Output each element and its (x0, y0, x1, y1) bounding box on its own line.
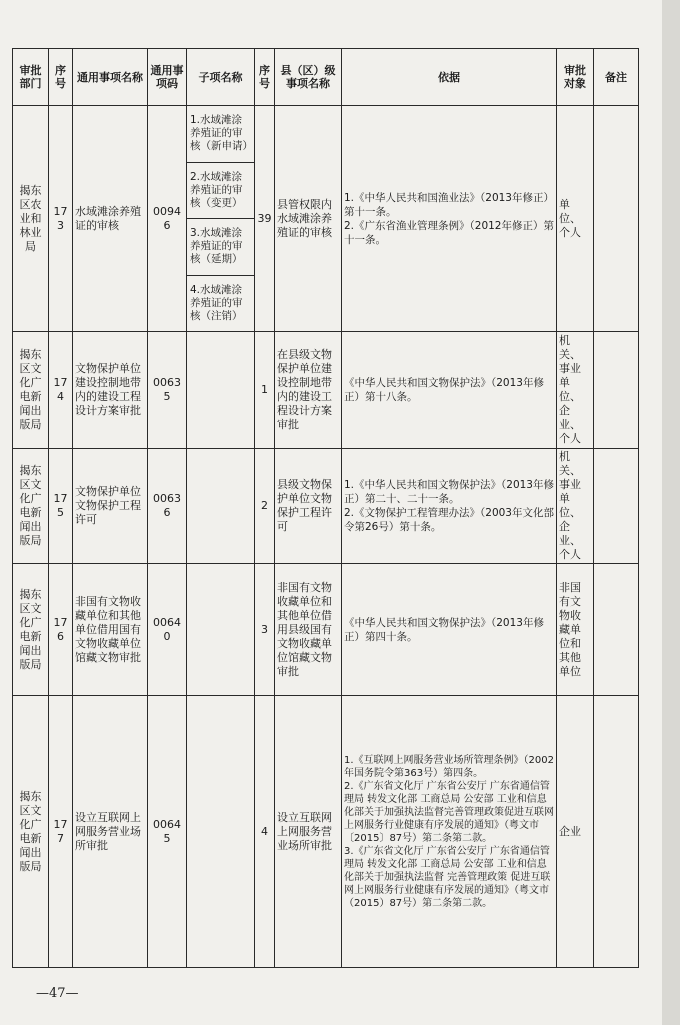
seq-cell: 173 (49, 106, 73, 332)
basis-cell: 《中华人民共和国文物保护法》（2013年修正）第四十条。 (342, 564, 557, 696)
table-row (13, 106, 639, 332)
seq2-cell: 4 (255, 696, 275, 968)
basis-cell: 1.《中华人民共和国渔业法》（2013年修正）第十一条。 2.《广东省渔业管理条例》（2012年修正）第十一条。 (342, 106, 557, 332)
seq2-cell: 3 (255, 564, 275, 696)
approval-items-table (12, 48, 639, 968)
table-row (13, 564, 639, 696)
target-cell: 机关、事业单位、企业、个人 (557, 332, 594, 449)
target-cell: 非国有文物收藏单位和其他单位 (557, 564, 594, 696)
seq-cell: 175 (49, 449, 73, 564)
code-cell: 00946 (148, 106, 187, 332)
basis-cell: 1.《中华人民共和国文物保护法》（2013年修正）第二十、二十一条。 2.《文物保护工程管理办法》（2003年文化部令第26号）第十条。 (342, 449, 557, 564)
header-seq2: 序号 (255, 49, 275, 106)
target-cell: 机关、事业单位、企业、个人 (557, 449, 594, 564)
sub-item-cell (187, 449, 255, 564)
dept-cell: 揭东区文化广电新闻出版局 (13, 696, 49, 968)
remark-cell (594, 449, 639, 564)
sub-item: 4.水域滩涂养殖证的审核（注销） (190, 283, 243, 322)
seq2-cell: 2 (255, 449, 275, 564)
table-row (13, 332, 639, 449)
seq-cell: 177 (49, 696, 73, 968)
county-item-cell: 县级文物保护单位文物保护工程许可 (275, 449, 342, 564)
seq-cell: 174 (49, 332, 73, 449)
header-basis: 依据 (342, 49, 557, 106)
county-item-cell: 县管权限内水域滩涂养殖证的审核 (275, 106, 342, 332)
header-county-item: 县（区）级事项名称 (275, 49, 342, 106)
header-sub-item: 子项名称 (187, 49, 255, 106)
page-edge (662, 0, 680, 1025)
item-name-cell: 文物保护单位建设控制地带内的建设工程设计方案审批 (73, 332, 148, 449)
header-seq: 序号 (49, 49, 73, 106)
seq2-cell: 1 (255, 332, 275, 449)
county-item-cell: 在县级文物保护单位建设控制地带内的建设工程设计方案审批 (275, 332, 342, 449)
sub-item: 3.水域滩涂养殖证的审核（延期） (187, 219, 254, 276)
dept-cell: 揭东区文化广电新闻出版局 (13, 564, 49, 696)
sub-items-cell (187, 106, 255, 332)
code-cell: 00636 (148, 449, 187, 564)
header-dept: 审批部门 (13, 49, 49, 106)
basis-cell: 1.《互联网上网服务营业场所管理条例》（2002年国务院令第363号）第四条。 2.《广东省文化厅 广东省公安厅 广东省通信管理局 转发文化部 工商总局 公安部 工业和信息化部关于加强执法监督完善管理政策促进互联网上网服务行业健康有序发展的通知》（粤文市〔2015〕87号）第二条第二款。 3.《广东省文化厅 广东省公安厅 广东省通信管理局 转发文化部 工商总局 公安部 工业和信息化部关于加强执法监督 完善管理政策 促进互联网上网服务行业健康有序发展的通知》（粤文市（2015）87号）第二条第二款。 (342, 696, 557, 968)
sub-item-cell (187, 564, 255, 696)
header-remark: 备注 (594, 49, 639, 106)
table-row (13, 696, 639, 968)
item-name-cell: 设立互联网上网服务营业场所审批 (73, 696, 148, 968)
basis-cell: 《中华人民共和国文物保护法》（2013年修正）第十八条。 (342, 332, 557, 449)
remark-cell (594, 564, 639, 696)
seq-cell: 176 (49, 564, 73, 696)
county-item-cell: 设立互联网上网服务营业场所审批 (275, 696, 342, 968)
county-item-cell: 非国有文物收藏单位和其他单位借用县级国有文物收藏单位馆藏文物审批 (275, 564, 342, 696)
code-cell: 00640 (148, 564, 187, 696)
header-target: 审批对象 (557, 49, 594, 106)
item-name-cell: 非国有文物收藏单位和其他单位借用国有文物收藏单位馆藏文物审批 (73, 564, 148, 696)
item-name-cell: 文物保护单位文物保护工程许可 (73, 449, 148, 564)
sub-item-cell (187, 696, 255, 968)
page-number: —47— (36, 986, 79, 1001)
dept-cell: 揭东区农业和林业局 (13, 106, 49, 332)
sub-item-cell (187, 332, 255, 449)
sub-item: 1.水域滩涂养殖证的审核（新申请） (187, 106, 254, 163)
dept-cell: 揭东区文化广电新闻出版局 (13, 449, 49, 564)
sub-item: 2.水域滩涂养殖证的审核（变更） (187, 163, 254, 220)
code-cell: 00635 (148, 332, 187, 449)
item-name-cell: 水域滩涂养殖证的审核 (73, 106, 148, 332)
target-cell: 单位、个人 (557, 106, 594, 332)
remark-cell (594, 696, 639, 968)
header-item-name: 通用事项名称 (73, 49, 148, 106)
target-cell: 企业 (557, 696, 594, 968)
table-row (13, 449, 639, 564)
header-item-code: 通用事项码 (148, 49, 187, 106)
remark-cell (594, 332, 639, 449)
code-cell: 00645 (148, 696, 187, 968)
table-header-row (13, 49, 639, 106)
remark-cell (594, 106, 639, 332)
dept-cell: 揭东区文化广电新闻出版局 (13, 332, 49, 449)
seq2-cell: 39 (255, 106, 275, 332)
